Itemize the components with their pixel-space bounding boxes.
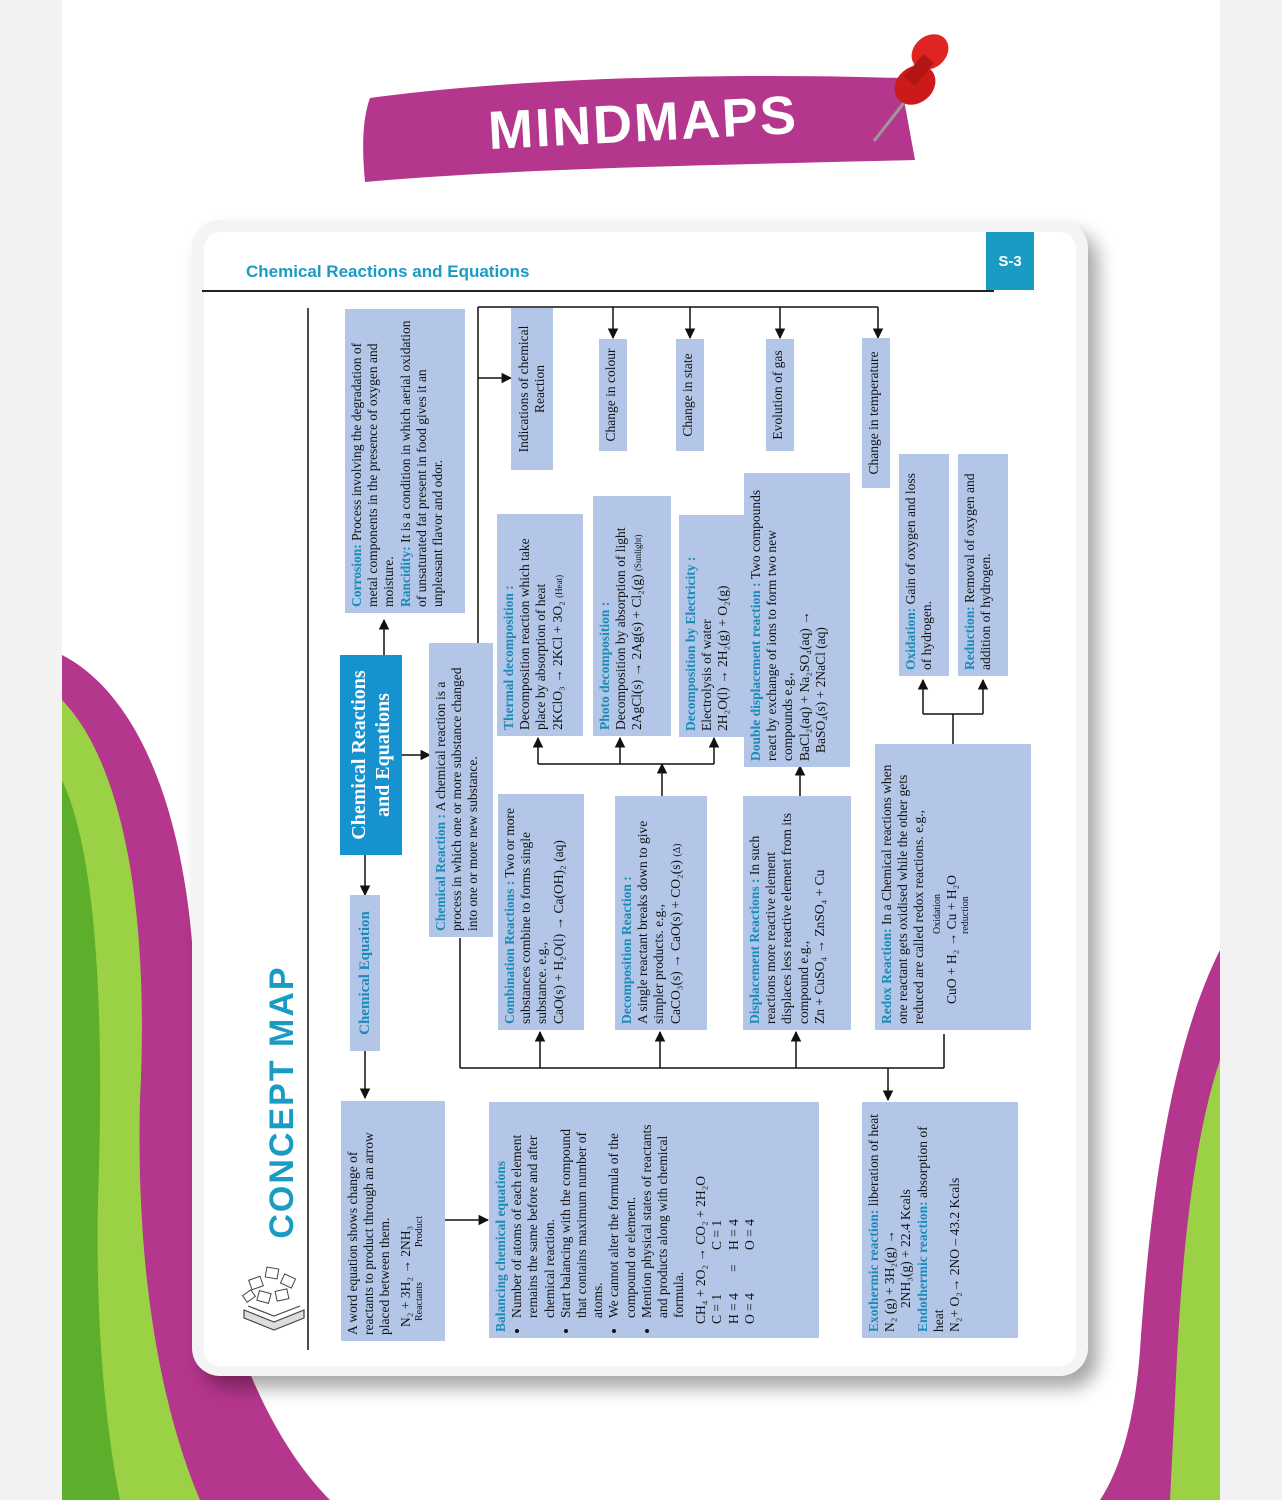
decomposition-reaction-box: Decomposition Reaction : A single reactant breaks down to give simpler products. e.g., CaCO₃(s) → CaO(s) + CO₂(s) (Δ) [615,796,707,1030]
concept-map-title: CONCEPT MAP [262,965,301,1239]
redox-equation: CuO + H₂ → Cu + H₂O [943,875,959,1004]
word-equation-box [341,1101,445,1341]
displacement-text: In such reactions more reactive element displaces less reactive element from its compound e.g., [747,812,811,1024]
decomposition-label: Decomposition Reaction : [619,876,634,1024]
atom-count: O = 4 [741,1219,757,1250]
redox-reduction-label: reduction [959,896,971,934]
atom-count-table [709,1108,758,1332]
thermal-condition: Heat [553,577,564,595]
decomposition-equation: CaCO₃(s) → CaO(s) + CO₂(s) [667,859,683,1024]
endothermic-text: absorption of heat [914,1126,946,1332]
thermal-decomposition-box: Thermal decomposition : Decomposition reaction which take place by absorption of heat 2KClO₃ → 2KCl + 3O₂ (Heat) [497,514,583,736]
balancing-example: CH₄ + 2O₂ → CO₂ + 2H₂O [693,1175,709,1324]
double-displacement-text: Two compounds react by exchange of ions to form two new compounds e.g., [748,489,796,761]
reduction-box [958,454,1008,676]
chemical-equation-box: Chemical Equation [350,895,380,1051]
decomposition-text: A single reactant breaks down to give simpler products. e.g., [635,820,667,1024]
endothermic-equation: N₂+ O₂→ 2NO – 43.2 Kcals [946,1177,962,1332]
chemical-reaction-label: Chemical Reaction : [433,814,448,931]
indications-box: Indications of chemical Reaction [511,308,553,470]
thermal-equation: 2KClO₃ → 2KCl + 3O₂ [549,601,565,730]
electricity-text: Electrolysis of water [699,619,715,731]
endothermic-label: Endothermic reaction: [914,1201,930,1332]
corrosion-text: Process involving the degradation of metal components in the presence of oxygen and moisture. [349,342,397,607]
double-displacement-label: Double displacement reaction : [748,582,763,761]
thermal-text: Decomposition reaction which take place by absorption of heat [517,538,549,730]
balancing-box [489,1102,819,1338]
chemical-reaction-box [429,643,493,937]
exothermic-equation: 2NH₃(g) + 22.4 Kcals [898,1189,914,1308]
equals-sign: = [725,1264,741,1272]
center-topic-line2: and Equations [372,693,394,817]
photo-condition: Sunlight [633,537,644,569]
combination-equation: CaO(s) + H₂O(l) → Ca(OH)₂ (aq) [550,840,566,1024]
electricity-decomposition-box [679,515,753,737]
reduction-label: Reduction: [962,606,977,670]
word-equation-text: A word equation shows change of reactants to product through an arrow placed between them. [345,1132,393,1335]
decomposition-condition: Δ [671,846,683,854]
reduction-text: Removal of oxygen and addition of hydrogen. [962,473,994,670]
photo-text: Decomposition by absorption of light [613,527,629,730]
atom-count: O = 4 [741,1293,757,1324]
electricity-label: Decomposition by Electricity : [683,556,698,731]
double-displacement-box [744,473,850,767]
combination-reaction-box [498,794,584,1030]
double-displacement-equation: BaCl₂(aq) + Na₂SO₄(aq) → [796,611,812,761]
chemical-reaction-text: A chemical reaction is a process in which one or more substance changed into one or more new substance. [433,667,481,931]
indication-item: Change in state [676,339,704,451]
displacement-equation: Zn + CuSO₄ → ZnSO₄ + Cu [811,869,827,1024]
redox-label: Redox Reaction: [879,928,894,1024]
photo-label: Photo decomposition : [597,601,612,730]
oxidation-box [899,454,949,676]
center-topic-box [340,655,402,855]
indication-item: Change in colour [599,339,627,451]
combination-text: Two or more substances combine to forms single substance. e.g., [502,808,550,1024]
rancidity-text: It is a condition in which aerial oxidation of unsaturated fat present in food gives it an unpleasant flavor and odor. [397,320,445,607]
electricity-equation: 2H₂O(l) → 2H₂(g) + O₂(g) [715,585,731,731]
thermochemistry-box [862,1102,1018,1338]
displacement-reaction-box [743,796,851,1030]
reactants-label: Reactants [413,1282,425,1321]
corrosion-rancidity-box [345,309,465,613]
exothermic-label: Exothermic reaction: [866,1209,881,1332]
exothermic-text: liberation of heat [866,1114,881,1207]
balancing-bullet: • Mention physical states of reactants and products along with chemical formula. [639,1108,688,1318]
center-topic-line1: Chemical Reactions [348,670,370,840]
photo-decomposition-box: Photo decomposition : Decomposition by absorption of light 2AgCl(s) → 2Ag(s) + Cl₂(g) (Sunlight) [593,496,671,736]
combination-label: Combination Reactions : [502,880,517,1024]
word-equation-formula: N₂ + 3H₂ → 2NH₃ [397,1225,413,1327]
page-number-tab: S-3 [986,232,1034,290]
displacement-label: Displacement Reactions : [747,878,762,1024]
photo-equation: 2AgCl(s) → 2Ag(s) + Cl₂(g) [629,574,645,730]
balancing-heading: Balancing chemical equations [493,1160,508,1332]
corrosion-label: Corrosion: [349,544,364,607]
rancidity-label: Rancidity: [397,546,413,607]
balancing-bullet: • Number of atoms of each element remains the same before and after chemical reaction. [509,1108,558,1318]
redox-reaction-box [875,744,1031,1030]
atom-count: C = 1 [709,1219,725,1250]
product-label: Product [413,1216,425,1248]
balancing-bullet: • We cannot alter the formula of the compound or element. [606,1108,638,1318]
chapter-title: Chemical Reactions and Equations [246,262,530,281]
banner-title: MINDMAPS [486,84,800,162]
atom-count: C = 1 [709,1293,725,1324]
exothermic-equation: N₂ (g) + 3H₂(g) → [882,1230,898,1332]
indication-item: Evolution of gas [766,339,794,451]
double-displacement-equation: BaSO₄(s) + 2NaCl (aq) [812,627,828,753]
indication-item: Change in temperature [862,338,890,488]
redox-oxidation-label: Oxidation [931,894,943,934]
oxidation-text: Gain of oxygen and loss of hydrogen. [903,473,935,670]
book-icon [236,1260,312,1340]
atom-count: H = 4 [725,1219,741,1250]
thermal-label: Thermal decomposition : [501,585,516,730]
atom-count: H = 4 [725,1293,741,1324]
oxidation-label: Oxidation: [903,607,918,670]
balancing-bullet: • Start balancing with the compound that contains maximum number of atoms. [558,1108,607,1318]
redox-text: In a Chemical reactions when one reactant gets oxidised while the other gets reduced are called redox reactions. e.g., [879,764,927,1024]
